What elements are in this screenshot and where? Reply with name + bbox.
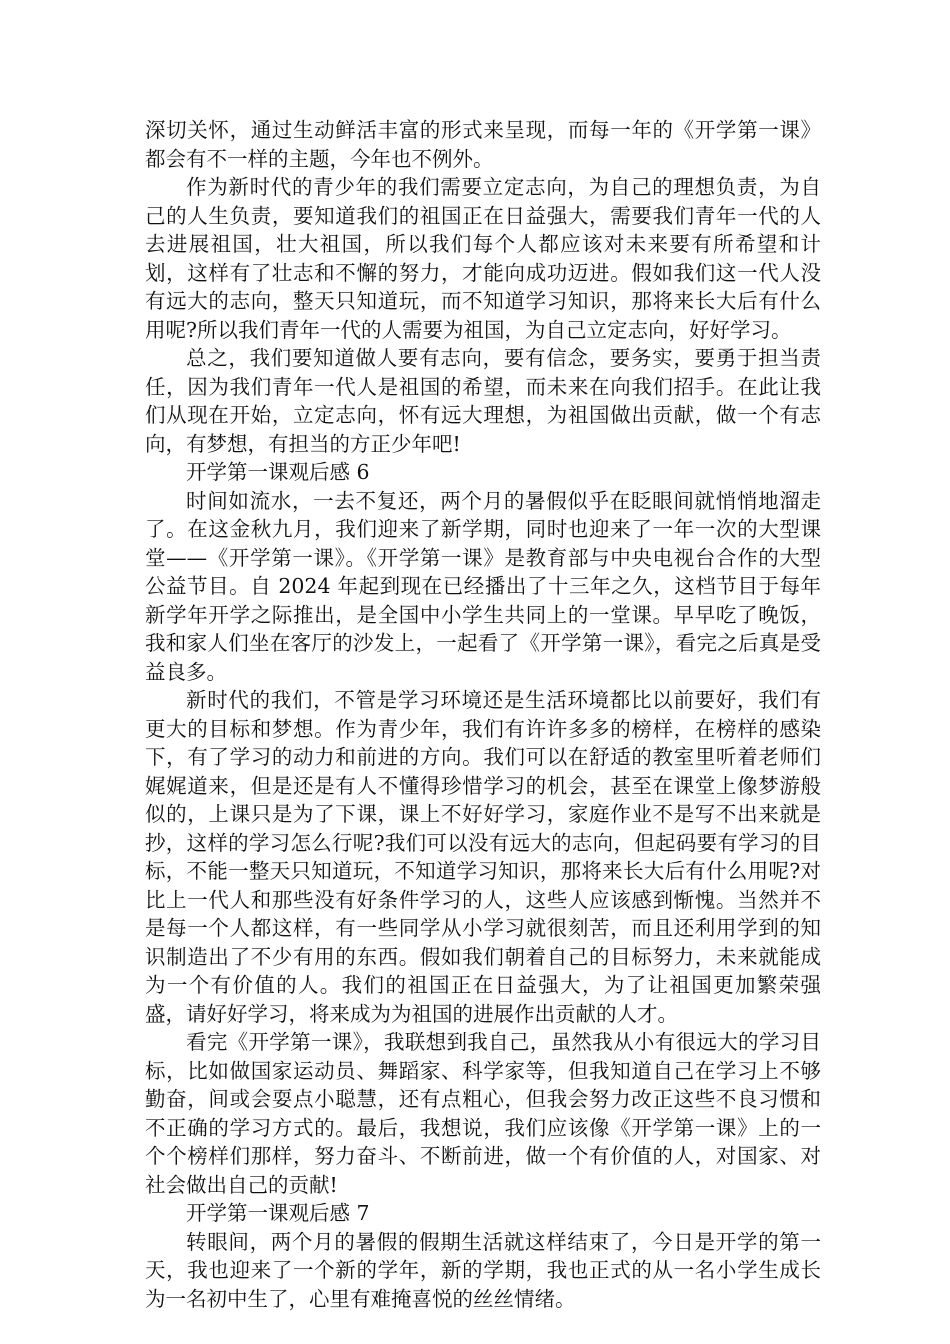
paragraph: 作为新时代的青少年的我们需要立定志向，为自己的理想负责，为自己的人生负责，要知道我们的祖国正在日益强大，需要我们青年一代的人去进展祖国，壮大祖国，所以我们每个人都应该对未来要有所希望和计划，这样有了壮志和不懈的努力，才能向成功迈进。假如我们这一代人没有远大的志向，整天只知道玩，而不知道学习知识，那将来长大后有什么用呢?所以我们青年一代的人需要为祖国，为自己立定志向，好好学习。 <box>145 175 821 342</box>
section-heading: 开学第一课观后感 7 <box>186 1201 370 1225</box>
paragraph: 深切关怀，通过生动鲜活丰富的形式来呈现，而每一年的《开学第一课》都会有不一样的主题，今年也不例外。 <box>145 118 821 171</box>
paragraph: 时间如流水，一去不复还，两个月的暑假似乎在眨眼间就悄悄地溜走了。在这金秋九月，我们迎来了新学期，同时也迎来了一年一次的大型课堂——《开学第一课》。《开学第一课》是教育部与中央电视台合作的大型公益节目。自 2024 年起到现在已经播出了十三年之久，这档节目于每年新学年开学之际推出，是全国中小学生共同上的一堂课。早早吃了晚饭，我和家人们坐在客厅的沙发上，一起看了《开学第一课》，看完之后真是受益良多。 <box>145 488 821 684</box>
section-heading: 开学第一课观后感 6 <box>186 460 370 484</box>
paragraph: 看完《开学第一课》，我联想到我自己，虽然我从小有很远大的学习目标，比如做国家运动员、舞蹈家、科学家等，但我知道自己在学习上不够勤奋，间或会耍点小聪慧，还有点粗心，但我会努力改正这些不良习惯和不正确的学习方式的。最后，我想说，我们应该像《开学第一课》上的一个个榜样们那样，努力奋斗、不断前进，做一个有价值的人，对国家、对社会做出自己的贡献! <box>145 1030 821 1197</box>
paragraph: 新时代的我们，不管是学习环境还是生活环境都比以前要好，我们有更大的目标和梦想。作为青少年，我们有许许多多的榜样，在榜样的感染下，有了学习的动力和前进的方向。我们可以在舒适的教室里听着老师们娓娓道来，但是还是有人不懂得珍惜学习的机会，甚至在课堂上像梦游般似的，上课只是为了下课，课上不好好学习，家庭作业不是写不出来就是抄，这样的学习怎么行呢?我们可以没有远大的志向，但起码要有学习的目标，不能一整天只知道玩，不知道学习知识，那将来长大后有什么用呢?对比上一代人和那些没有好条件学习的人，这些人应该感到惭愧。当然并不是每一个人都这样，有一些同学从小学习就很刻苦，而且还利用学到的知识制造出了不少有用的东西。假如我们朝着自己的目标努力，未来就能成为一个有价值的人。我们的祖国正在日益强大，为了让祖国更加繁荣强盛，请好好学习，将来成为为祖国的进展作出贡献的人才。 <box>145 688 821 1026</box>
paragraph: 转眼间，两个月的暑假的假期生活就这样结束了，今日是开学的第一天，我也迎来了一个新的学年，新的学期，我也正式的从一名小学生成长为一名初中生了，心里有难掩喜悦的丝丝情绪。 <box>145 1229 821 1311</box>
document-page <box>145 116 821 1313</box>
paragraph: 总之，我们要知道做人要有志向，要有信念，要务实，要勇于担当责任，因为我们青年一代人是祖国的希望，而未来在向我们招手。在此让我们从现在开始，立定志向，怀有远大理想，为祖国做出贡献，做一个有志向，有梦想，有担当的方正少年吧! <box>145 346 821 456</box>
